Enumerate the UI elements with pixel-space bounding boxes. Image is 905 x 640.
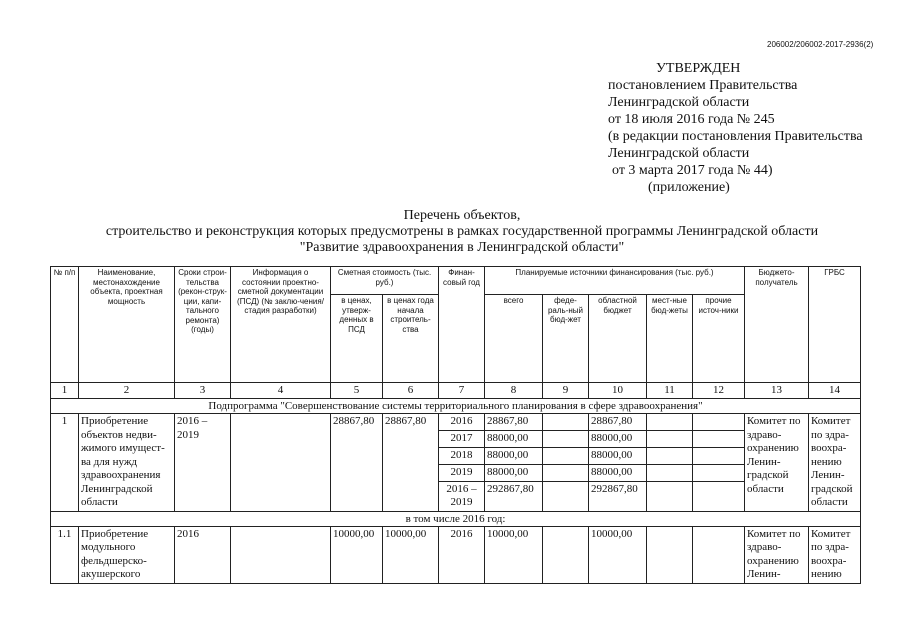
title-line: Перечень объектов,	[403, 208, 521, 223]
approval-heading: УТВЕРЖДЕН	[656, 61, 741, 76]
approval-line: (приложение)	[648, 180, 730, 195]
header-federal: феде-раль-ный бюд-жет	[543, 295, 589, 383]
approval-line: (в редакции постановления Правительства	[608, 129, 863, 144]
row1-local	[647, 464, 693, 481]
row1-total: 88000,00	[485, 430, 543, 447]
header-cost-start: в ценах года начала строитель-ства	[383, 295, 439, 383]
row1-year: 2016	[439, 414, 485, 431]
row2-terms: 2016	[175, 526, 231, 583]
column-number: 8	[485, 383, 543, 399]
header-terms: Сроки строи-тельства (рекон-струк-ции, капи-тального ремонта) (годы)	[175, 267, 231, 383]
row2-regional: 10000,00	[589, 526, 647, 583]
subprogram-row: Подпрограмма "Совершенствование системы территориального планирования в сфере здравоохранения"	[51, 399, 861, 414]
row1-federal	[543, 430, 589, 447]
row1-other	[693, 414, 745, 431]
row1-year: 2018	[439, 447, 485, 464]
row2-recipient: Комитет по здраво-охранению Ленин-	[745, 526, 809, 583]
row1-cost-psd: 28867,80	[331, 414, 383, 512]
row2-total: 10000,00	[485, 526, 543, 583]
row2-federal	[543, 526, 589, 583]
row1-federal	[543, 414, 589, 431]
row1-year: 2019	[439, 464, 485, 481]
approval-line: Ленинградской области	[608, 95, 750, 110]
column-number: 5	[331, 383, 383, 399]
row1-grbs: Комитет по здра-воохра-нению Ленин-градской области	[809, 414, 861, 512]
row1-cost-start: 28867,80	[383, 414, 439, 512]
header-local: мест-ные бюд-жеты	[647, 295, 693, 383]
header-psd: Информация о состоянии проектно-сметной документации (ПСД) (№ заклю-чения/стадия разработки)	[231, 267, 331, 383]
approval-line: от 3 марта 2017 года № 44)	[612, 163, 773, 178]
column-number: 14	[809, 383, 861, 399]
header-total: всего	[485, 295, 543, 383]
column-number: 7	[439, 383, 485, 399]
header-regional: областной бюджет	[589, 295, 647, 383]
header-num: № п/п	[51, 267, 79, 383]
row2-name: Приобретение модульного фельдшерско-акушерского	[79, 526, 175, 583]
row1-regional: 88000,00	[589, 447, 647, 464]
column-number: 13	[745, 383, 809, 399]
approval-line: Ленинградской области	[608, 146, 750, 161]
row1-terms: 2016 – 2019	[175, 414, 231, 512]
column-number: 11	[647, 383, 693, 399]
row1-num: 1	[51, 414, 79, 512]
column-number: 2	[79, 383, 175, 399]
column-number: 9	[543, 383, 589, 399]
including-row: в том числе 2016 год:	[51, 511, 861, 526]
row1-local	[647, 447, 693, 464]
header-cost-psd: в ценах, утверж-денных в ПСД	[331, 295, 383, 383]
column-number: 1	[51, 383, 79, 399]
objects-table	[50, 266, 861, 584]
approval-line: постановлением Правительства	[608, 78, 798, 93]
header-name: Наименование, местонахождение объекта, проектная мощность	[79, 267, 175, 383]
column-number: 10	[589, 383, 647, 399]
column-number: 4	[231, 383, 331, 399]
row1-federal	[543, 447, 589, 464]
row1-other	[693, 481, 745, 511]
row1-other	[693, 430, 745, 447]
row2-local	[647, 526, 693, 583]
header-cost: Сметная стоимость (тыс. руб.)	[331, 267, 439, 295]
row1-local	[647, 481, 693, 511]
row1-recipient: Комитет по здраво-охранению Ленин-градской области	[745, 414, 809, 512]
row1-total: 292867,80	[485, 481, 543, 511]
row1-total: 28867,80	[485, 414, 543, 431]
row2-cost-psd: 10000,00	[331, 526, 383, 583]
row1-total: 88000,00	[485, 464, 543, 481]
document-title	[62, 208, 862, 256]
header-other: прочие источ-ники	[693, 295, 745, 383]
document-code: 206002/206002-2017-2936(2)	[767, 40, 874, 49]
row2-psd	[231, 526, 331, 583]
row1-other	[693, 447, 745, 464]
row1-name: Приобретение объектов недви-жимого имущест-ва для нужд здравоохранения Ленинградской области	[79, 414, 175, 512]
title-line: "Развитие здравоохранения в Ленинградской области"	[299, 240, 625, 255]
row2-grbs: Комитет по здра-воохра-нению	[809, 526, 861, 583]
header-sources: Планируемые источники финансирования (тыс. руб.)	[485, 267, 745, 295]
row2-other	[693, 526, 745, 583]
row1-federal	[543, 481, 589, 511]
row1-regional: 292867,80	[589, 481, 647, 511]
row1-regional: 88000,00	[589, 430, 647, 447]
row1-year: 2017	[439, 430, 485, 447]
row2-num: 1.1	[51, 526, 79, 583]
row1-regional: 88000,00	[589, 464, 647, 481]
row1-local	[647, 414, 693, 431]
row2-cost-start: 10000,00	[383, 526, 439, 583]
row1-federal	[543, 464, 589, 481]
row1-regional: 28867,80	[589, 414, 647, 431]
approval-line: от 18 июля 2016 года № 245	[608, 112, 775, 127]
row1-other	[693, 464, 745, 481]
row1-year-range: 2016 – 2019	[439, 481, 485, 511]
row1-psd	[231, 414, 331, 512]
column-number: 6	[383, 383, 439, 399]
approval-block	[608, 60, 863, 196]
header-fin-year: Финан-совый год	[439, 267, 485, 383]
column-number: 12	[693, 383, 745, 399]
header-grbs: ГРБС	[809, 267, 861, 383]
row1-local	[647, 430, 693, 447]
row1-total: 88000,00	[485, 447, 543, 464]
title-line: строительство и реконструкция которых предусмотрены в рамках государственной программы Ленинградской области	[105, 224, 819, 239]
row2-year: 2016	[439, 526, 485, 583]
column-number: 3	[175, 383, 231, 399]
header-recipient: Бюджето-получатель	[745, 267, 809, 383]
